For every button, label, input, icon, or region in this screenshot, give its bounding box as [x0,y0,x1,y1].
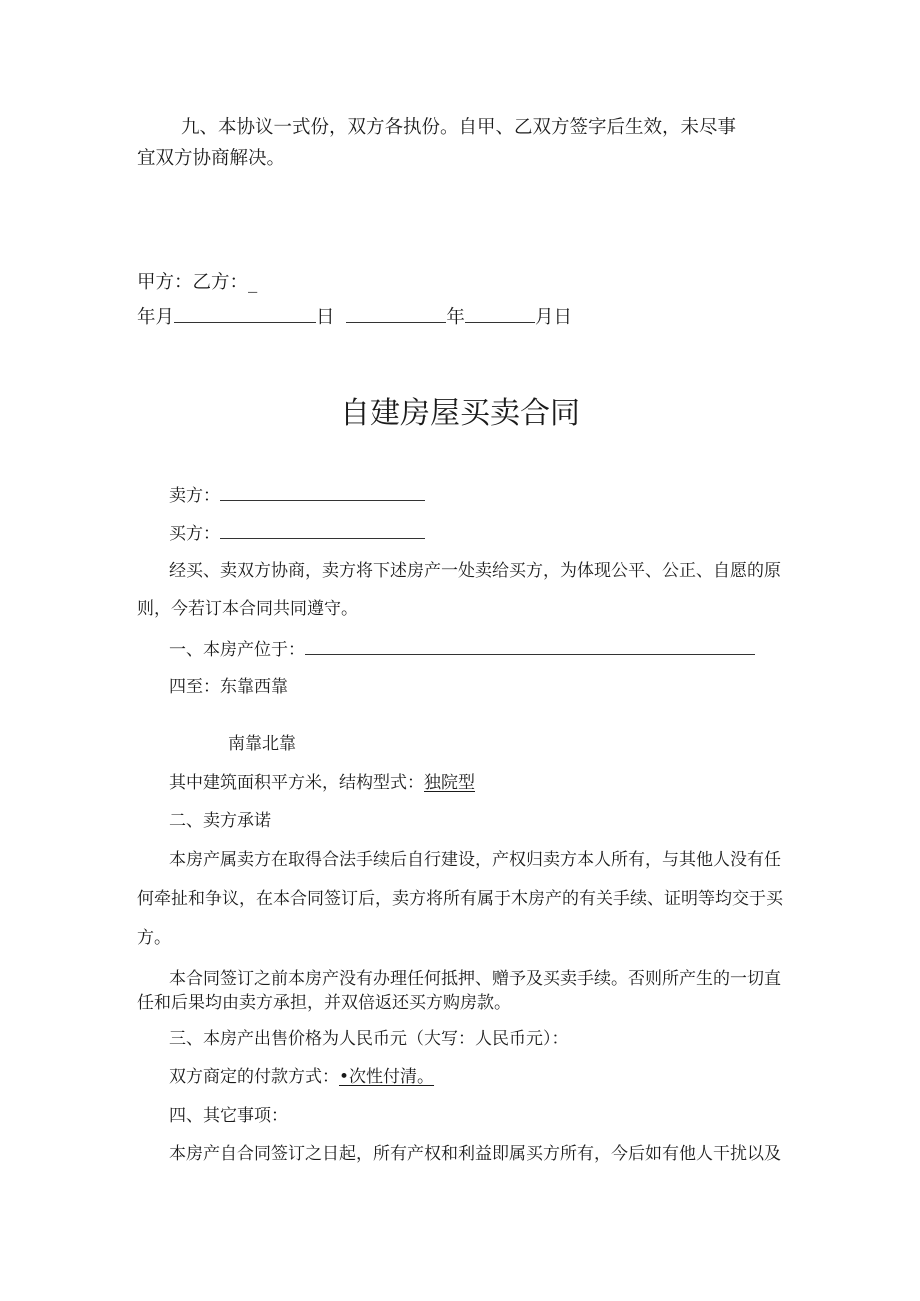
clause2-p1-line2: 何牵扯和争议，在本合同签订后，卖方将所有属于木房产的有关手续、证明等均交于买 [137,889,783,909]
signature-date [137,306,572,329]
clause2-p1-line1: 本房产属卖方在取得合法手续后自行建设，产权归卖方本人所有，与其他人没有任 [169,850,781,870]
clause3-price: 三、本房产出售价格为人民币元（大写：人民币元）： [169,1029,569,1049]
area-structure-label: 其中建筑面积平方米，结构型式： [169,773,424,793]
seller-label: 卖方： [169,486,220,506]
seller-line [169,484,425,506]
payment-method: •次性付清。 [339,1067,435,1087]
clause-nine-line2: 宜双方协商解决。 [137,148,286,169]
seller-blank [220,484,425,501]
payment-method-line [169,1067,434,1087]
intro-line2: 则，今若订本合同共同遵守。 [137,599,358,619]
boundaries-east-west: 四至：东靠西靠 [169,677,288,697]
date-month-day: 月日 [534,307,572,328]
buyer-label: 买方： [169,524,220,544]
date-blank-3 [465,306,535,323]
area-structure [169,773,475,793]
date-blank-2 [346,306,446,323]
structure-type: 独院型 [424,773,475,793]
location-blank [305,638,755,655]
clause4-title: 四、其它事项： [169,1106,288,1126]
clause-nine-line1: 九、本协议一式份，双方各执份。自甲、乙双方签字后生效，未尽事 [181,117,737,138]
clause2-p1-line3: 方。 [137,928,171,948]
clause4-line1: 本房产自合同签订之日起，所有产权和利益即属买方所有，今后如有他人干扰以及 [169,1144,781,1164]
buyer-blank [220,522,425,539]
signature-parties: 甲方：乙方：_ [137,272,258,293]
clause1-label: 一、本房产位于： [169,640,305,660]
clause2-title: 二、卖方承诺 [169,811,271,831]
date-day: 日 [316,307,335,328]
clause1-location [169,638,755,660]
contract-title: 自建房屋买卖合同 [340,396,580,431]
clause2-p2-line2: 任和后果均由卖方承担，并双倍返还买方购房款。 [137,993,511,1013]
clause2-p2-line1: 本合同签订之前本房产没有办理任何抵押、赠予及买卖手续。否则所产生的一切直 [169,969,781,989]
intro-line1: 经买、卖双方协商，卖方将下述房产一处卖给买方，为体现公平、公正、自愿的原 [169,561,781,581]
buyer-line [169,522,425,544]
date-blank-1 [174,306,316,323]
payment-label: 双方商定的付款方式： [169,1067,339,1087]
boundaries-north-south: 南靠北靠 [228,734,296,754]
date-year-month: 年月 [137,307,175,328]
date-year2: 年 [446,307,465,328]
